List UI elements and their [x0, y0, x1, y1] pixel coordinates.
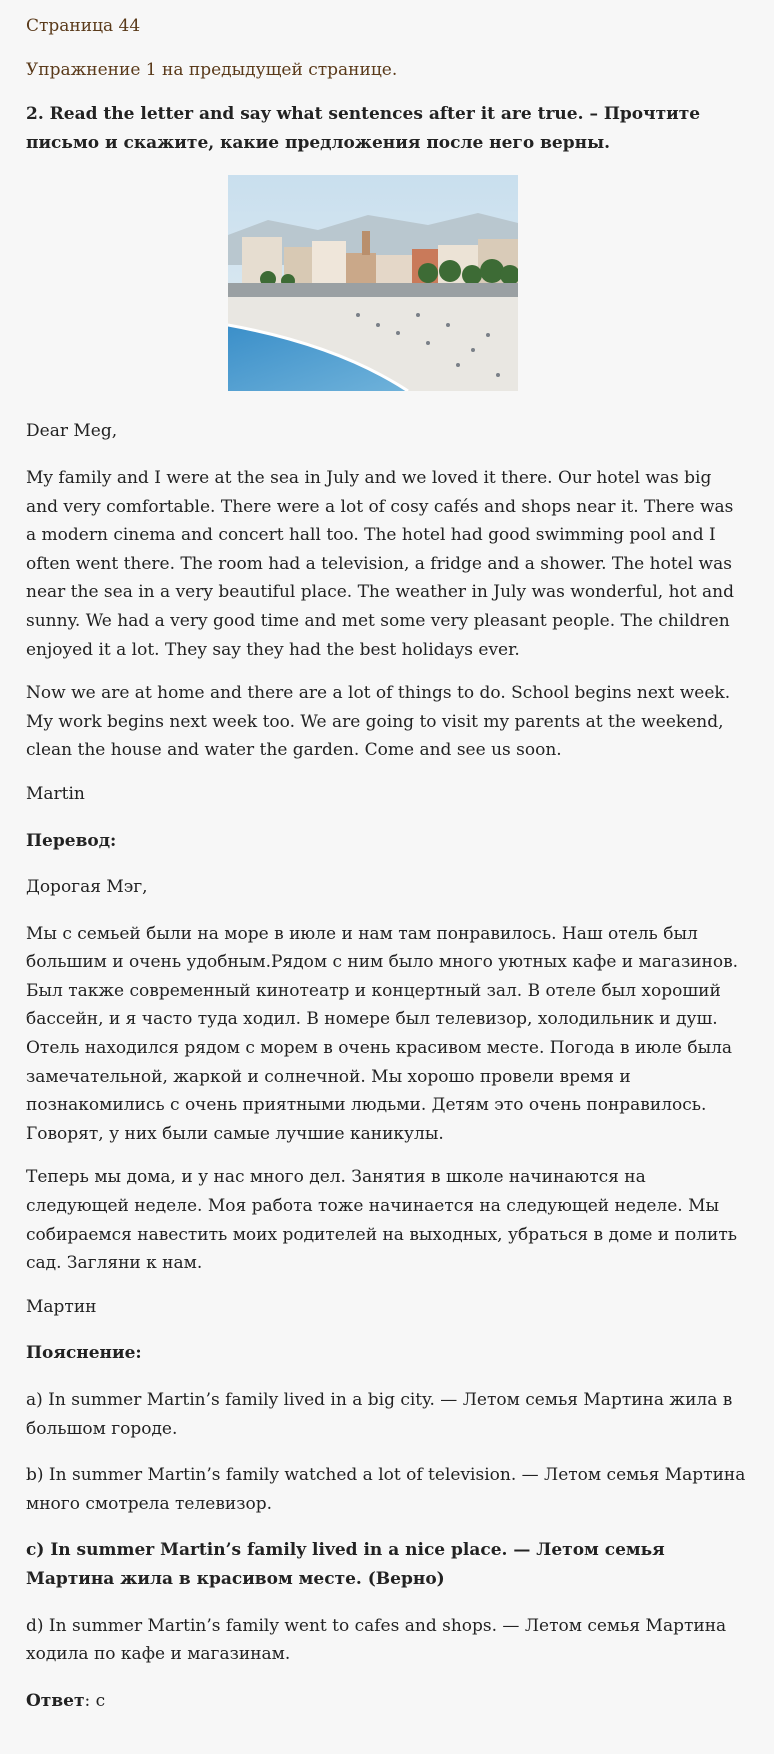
beach-town-photo — [228, 175, 518, 391]
translation-greeting: Дорогая Мэг, — [26, 877, 148, 898]
page-number: Страница 44 — [26, 16, 141, 36]
letter-paragraph-1: My family and I were at the sea in July and we loved it there. Our hotel was big and very comfortable. There were a lot of cosy cafés and shops near it. There was a modern cinema and concert hall too. The hotel had good swimming pool and I often went there. The room had a television, a fridge and a shower. The hotel was near the sea in a very beautiful place. The weather in July was wonderful, hot and sunny. We had a very good time and met some very pleasant people. The children enjoyed it a lot. They say they had the best holidays ever. — [26, 467, 734, 660]
photo-container — [0, 175, 748, 391]
translation-paragraph-2: Теперь мы дома, и у нас много дел. Занятия в школе начинаются на следующей неделе. Моя работа тоже начинается на следующей неделе. Мы собираемся навестить моих родителей на выходных, убраться в доме и полить сад. Загляни к нам. — [26, 1167, 737, 1274]
statement-a: a) In summer Martin’s family lived in a big city. — Летом семья Мартина жила в большом городе. — [26, 1390, 733, 1439]
previous-exercise-note: Упражнение 1 на предыдущей странице. — [26, 59, 398, 80]
task-title: 2. Read the letter and say what sentences after it are true. – Прочтите письмо и скажите, какие предложения после него верны. — [26, 104, 701, 153]
translation-paragraph-1: Мы с семьей были на море в июле и нам там понравилось. Наш отель был большим и очень удобным.Рядом с ним было много уютных кафе и магазинов. Был также современный кинотеатр и концертный зал. В отеле был хороший бассейн, и я часто туда ходил. В номере был телевизор, холодильник и душ. Отель находился рядом с морем в очень красивом месте. Погода в июле была замечательной, жаркой и солнечной. Мы хорошо провели время и познакомились с очень приятными людьми. Детям это очень понравилось. Говорят, у них были самые лучшие каникулы. — [26, 923, 739, 1144]
statement-d: d) In summer Martin’s family went to cafes and shops. — Летом семья Мартина ходила по кафе и магазинам. — [26, 1615, 727, 1665]
letter-signature: Martin — [26, 783, 85, 804]
translation-signature: Мартин — [26, 1296, 97, 1317]
statement-b: b) In summer Martin’s family watched a lot of television. — Летом семья Мартина много смотрела телевизор. — [26, 1465, 746, 1514]
answer-label: Ответ — [26, 1690, 85, 1711]
explanation-heading: Пояснение: — [26, 1343, 142, 1364]
answer-line — [26, 1687, 748, 1716]
answer-value: : c — [84, 1690, 106, 1711]
beach-photo-icon — [228, 175, 518, 391]
statement-c-correct: c) In summer Martin’s family lived in a nice place. — Летом семья Мартина жила в красивом месте. (Верно) — [26, 1540, 665, 1589]
letter-paragraph-2: Now we are at home and there are a lot of things to do. School begins next week. My work begins next week too. We are going to visit my parents at the weekend, clean the house and water the garden. Come and see us soon. — [26, 683, 731, 761]
letter-greeting: Dear Meg, — [26, 421, 118, 442]
translation-heading: Перевод: — [26, 830, 117, 851]
